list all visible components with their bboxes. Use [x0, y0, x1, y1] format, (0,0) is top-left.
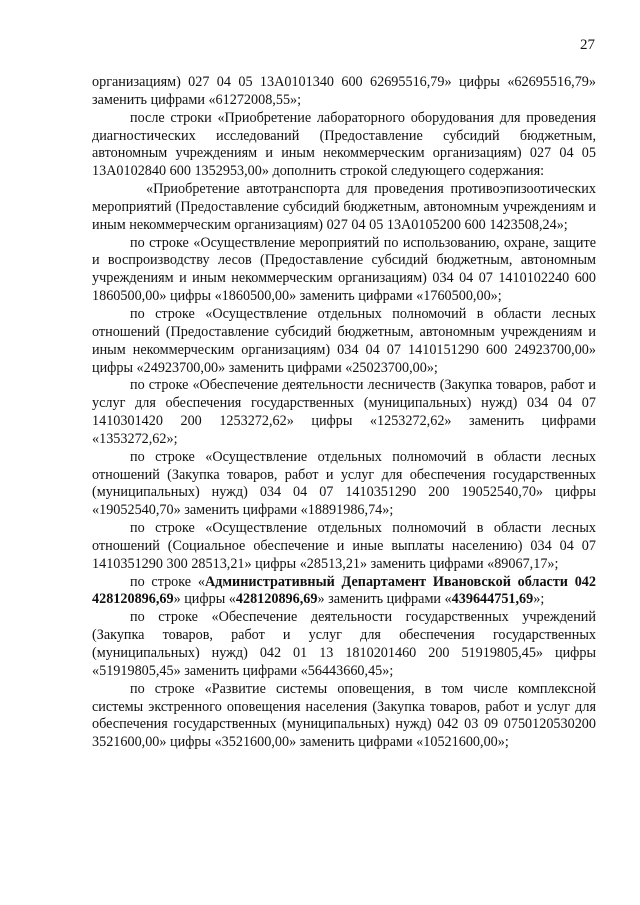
- bold-old-amount: 428120896,69: [235, 591, 318, 608]
- paragraph: [92, 449, 596, 520]
- paragraph-text: по строке «Обеспечение деятельности лесничеств (Закупка товаров, работ и услуг для обеспечения государственных (муниципальных) нужд) 034 04 07 1410301420 200 1253272,62» цифры «1253272,62» заменить цифрами «1353272,62»;: [92, 377, 596, 447]
- paragraph-text: по строке «Осуществление отдельных полномочий в области лесных отношений (Предоставление субсидий бюджетным, автономным учреждениям и иным некоммерческим организациям) 034 04 07 1410151290 600 24923700,00» цифры «24923700,00» заменить цифрами «25023700,00»;: [92, 305, 596, 376]
- paragraph: [92, 306, 596, 377]
- paragraph: [92, 377, 596, 448]
- paragraph-text: по строке «Осуществление отдельных полномочий в области лесных отношений (Социальное обеспечение и иные выплаты населению) 034 04 07 1410351290 300 28513,21» цифры «28513,21» заменить цифрами «89067,17»;: [92, 520, 596, 572]
- paragraph-text: организациям) 027 04 05 13А0101340 600 62695516,79» цифры «62695516,79» заменить цифрами «61272008,55»;: [92, 74, 596, 108]
- paragraph: [92, 574, 596, 610]
- paragraph-text: »;: [533, 591, 545, 608]
- paragraph: [92, 110, 596, 181]
- paragraph: [92, 235, 596, 306]
- paragraph: [92, 609, 596, 680]
- bold-new-amount: 439644751,69: [451, 591, 534, 608]
- paragraph: [92, 681, 596, 752]
- paragraph: [92, 74, 596, 110]
- document-body: [92, 74, 596, 752]
- paragraph: [92, 520, 596, 574]
- paragraph-text: по строке «Обеспечение деятельности государственных учреждений (Закупка товаров, работ и услуг для обеспечения государственных (муниципальных) нужд) 042 01 13 1810201460 200 51919805,45» цифры «51919805,45» заменить цифрами «56443660,45»;: [92, 609, 596, 679]
- bold-department-name: Административный Департамент Ивановской области 042 428120896,69: [92, 573, 596, 608]
- paragraph-text: по строке «Развитие системы оповещения, в том числе комплексной системы экстренного оповещения населения (Закупка товаров, работ и услуг для обеспечения государственных (муниципальных) нужд) 042 03 09 0750120530200 3521600,00» цифры «3521600,00» заменить цифрами «10521600,00»;: [92, 680, 596, 751]
- paragraph-text: по строке «Осуществление мероприятий по использованию, охране, защите и воспроизводству лесов (Предоставление субсидий бюджетным, автономным учреждениям и иным некоммерческим организациям) 034 04 07 1410102240 600 1860500,00» цифры «1860500,00» заменить цифрами «1760500,00»;: [92, 234, 596, 305]
- paragraph-text: после строки «Приобретение лабораторного оборудования для проведения диагностических исследований (Предоставление субсидий бюджетным, автономным учреждениям и иным некоммерческим организациям) 027 04 05 13А0102840 600 1352953,00» дополнить строкой следующего содержания:: [92, 109, 596, 180]
- paragraph-text: » цифры «: [173, 591, 236, 608]
- paragraph-text: «Приобретение автотранспорта для проведения противоэпизоотических мероприятий (Предоставление субсидий бюджетным, автономным учреждениям и иным некоммерческим организациям) 027 04 05 13А0105200 600 1423508,24»;: [92, 181, 596, 233]
- paragraph-text: по строке «: [130, 573, 205, 590]
- page-number: 27: [580, 37, 595, 53]
- paragraph-text: » заменить цифрами «: [317, 591, 452, 608]
- paragraph: [92, 181, 596, 235]
- paragraph-text: по строке «Осуществление отдельных полномочий в области лесных отношений (Закупка товаров, работ и услуг для обеспечения государственных (муниципальных) нужд) 034 04 07 1410351290 200 19052540,70» цифры «19052540,70» заменить цифрами «18891986,74»;: [92, 448, 596, 519]
